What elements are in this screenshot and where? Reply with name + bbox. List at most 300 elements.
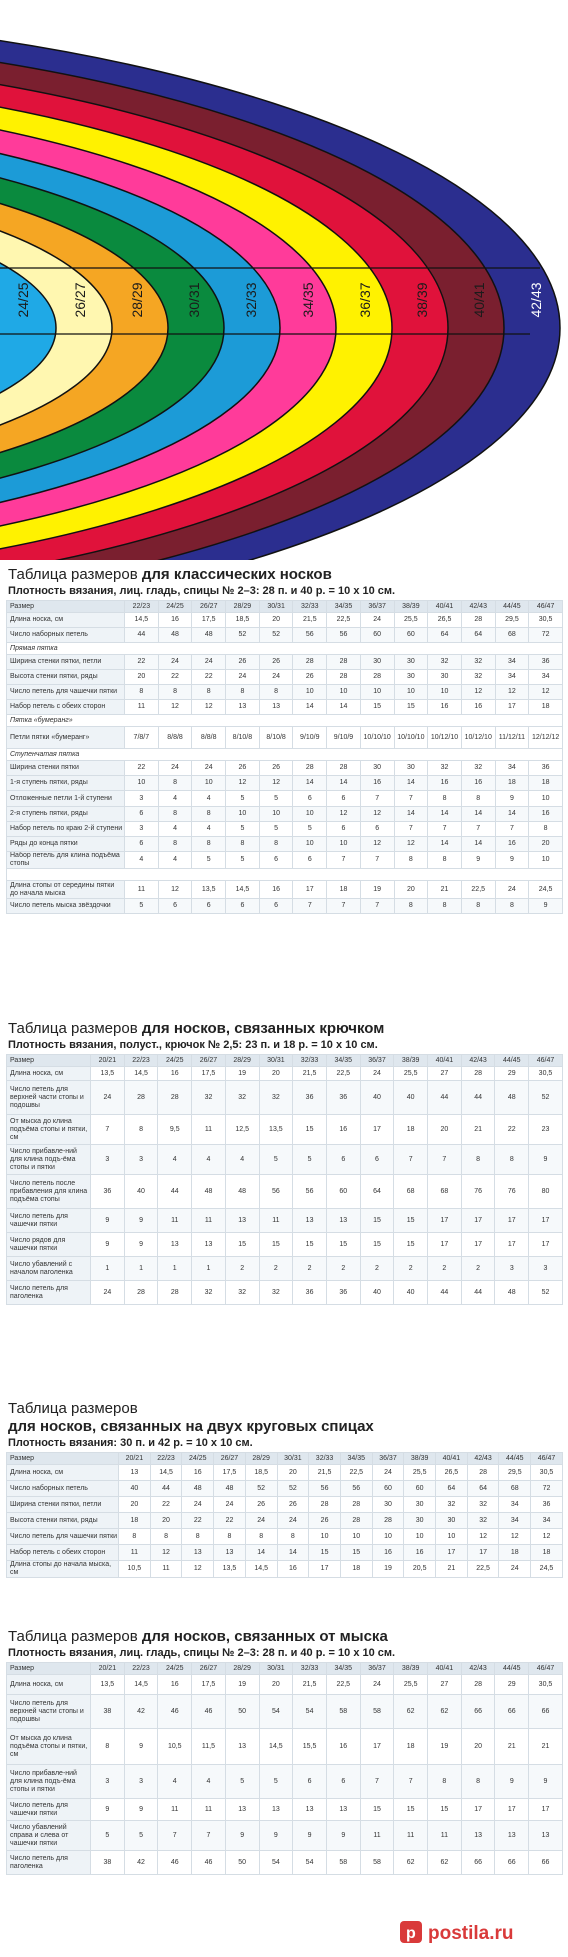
table-cell: 13 bbox=[259, 700, 293, 715]
table-cell: 64 bbox=[467, 1481, 499, 1497]
toe-up-socks-section bbox=[0, 1628, 568, 1875]
table-cell: 5 bbox=[259, 1765, 293, 1799]
table-row bbox=[7, 1145, 563, 1175]
size-header: 46/47 bbox=[531, 1453, 563, 1465]
table-cell: 11,5 bbox=[192, 1729, 226, 1765]
table-cell: 3 bbox=[124, 1145, 158, 1175]
table-cell: 36 bbox=[529, 761, 563, 776]
table-cell: 12/12/12 bbox=[529, 727, 563, 749]
table-cell: 28 bbox=[327, 670, 361, 685]
table-cell: 8 bbox=[150, 1529, 182, 1545]
table-cell: 2 bbox=[259, 1257, 293, 1281]
table-cell: 20 bbox=[150, 1513, 182, 1529]
table-subtitle: Плотность вязания, лиц. гладь, спицы № 2–3: 28 п. и 40 р. = 10 х 10 см. bbox=[8, 1647, 396, 1659]
table-cell: 14 bbox=[428, 807, 462, 822]
table-cell: 26 bbox=[309, 1513, 341, 1529]
table-cell: 18,5 bbox=[245, 1465, 277, 1481]
table-cell: 20 bbox=[461, 1729, 495, 1765]
size-header: 44/45 bbox=[495, 1663, 529, 1675]
table-cell: 40 bbox=[360, 1281, 394, 1305]
table-row bbox=[7, 685, 563, 700]
size-label: 24/25 bbox=[15, 282, 31, 318]
table-cell: 11 bbox=[125, 700, 159, 715]
table-cell: 48 bbox=[225, 1175, 259, 1209]
table-cell: 3 bbox=[91, 1765, 125, 1799]
table-cell: 8 bbox=[495, 1145, 529, 1175]
table-cell: 7 bbox=[360, 852, 394, 869]
size-label: 30/31 bbox=[186, 282, 202, 318]
table-cell: 5 bbox=[125, 899, 159, 914]
table-cell: 13,5 bbox=[91, 1067, 125, 1081]
table-cell: 22 bbox=[214, 1513, 246, 1529]
table-title: Таблица размеров для носков, связанных на двух круговых спицах bbox=[8, 1400, 374, 1435]
table-cell: 32 bbox=[225, 1081, 259, 1115]
table-cell: 50 bbox=[225, 1695, 259, 1729]
table-cell: 66 bbox=[461, 1851, 495, 1875]
table-cell: 13 bbox=[326, 1799, 360, 1821]
table-cell: 11 bbox=[360, 1821, 394, 1851]
table-cell: 24 bbox=[158, 761, 192, 776]
table-row bbox=[7, 1067, 563, 1081]
table-cell: 7 bbox=[360, 1765, 394, 1799]
table-cell: 18 bbox=[119, 1513, 151, 1529]
table-cell: 7 bbox=[394, 1765, 428, 1799]
table-cell: 36 bbox=[91, 1175, 125, 1209]
watermark-text: postila.ru bbox=[428, 1923, 514, 1944]
size-header: 26/27 bbox=[192, 1055, 226, 1067]
table-cell: 30 bbox=[404, 1513, 436, 1529]
table-cell: 8 bbox=[182, 1529, 214, 1545]
table-cell: 15 bbox=[293, 1115, 327, 1145]
table-cell: 32 bbox=[428, 761, 462, 776]
table-cell: 64 bbox=[436, 1481, 468, 1497]
table-group-row bbox=[7, 643, 563, 655]
size-header: 44/45 bbox=[495, 601, 529, 613]
table-cell: 16 bbox=[529, 807, 563, 822]
table-cell: 12 bbox=[226, 776, 260, 791]
table-cell: 20 bbox=[259, 1675, 293, 1695]
row-label: Набор петель с обеих сторон bbox=[7, 700, 125, 715]
table-cell: 9 bbox=[293, 1821, 327, 1851]
table-cell: 29,5 bbox=[499, 1465, 531, 1481]
table-cell: 16 bbox=[495, 837, 529, 852]
table-cell: 10/12/10 bbox=[428, 727, 462, 749]
table-cell: 32 bbox=[461, 655, 495, 670]
table-cell: 10 bbox=[360, 685, 394, 700]
table-cell: 22,5 bbox=[461, 881, 495, 899]
table-cell: 44 bbox=[150, 1481, 182, 1497]
row-label: Число петель для чашечки пятки bbox=[7, 1529, 119, 1545]
table-cell: 15 bbox=[360, 1799, 394, 1821]
table-cell: 21,5 bbox=[293, 613, 327, 628]
table-cell: 10 bbox=[436, 1529, 468, 1545]
table-cell: 9,5 bbox=[158, 1115, 192, 1145]
row-label: От мыска до клина подъёма стопы и пятки, см bbox=[7, 1729, 91, 1765]
table-cell: 16 bbox=[428, 776, 462, 791]
table-cell: 14 bbox=[394, 807, 428, 822]
table-cell: 10,5 bbox=[119, 1561, 151, 1578]
table-title: Таблица размеров для носков, связанных крючком bbox=[8, 1020, 385, 1037]
table-cell: 15,5 bbox=[293, 1729, 327, 1765]
table-cell: 42 bbox=[124, 1695, 158, 1729]
size-header: 44/45 bbox=[495, 1055, 529, 1067]
table-cell: 4 bbox=[158, 791, 192, 807]
table-row bbox=[7, 1675, 563, 1695]
table-cell: 18 bbox=[394, 1115, 428, 1145]
row-label: Число наборных петель bbox=[7, 628, 125, 643]
table-cell: 34 bbox=[495, 655, 529, 670]
group-label: Пятка «бумеранг» bbox=[7, 715, 563, 727]
table-cell: 14 bbox=[428, 837, 462, 852]
table-cell: 62 bbox=[428, 1851, 462, 1875]
table-cell: 15 bbox=[360, 1233, 394, 1257]
table-cell: 14,5 bbox=[125, 613, 159, 628]
table-cell: 16 bbox=[259, 881, 293, 899]
table-cell: 8 bbox=[529, 822, 563, 837]
table-cell: 24 bbox=[277, 1513, 309, 1529]
table-cell: 17 bbox=[529, 1233, 563, 1257]
table-row bbox=[7, 613, 563, 628]
table-cell: 11 bbox=[192, 1799, 226, 1821]
row-label: Длина носка, см bbox=[7, 1675, 91, 1695]
table-cell: 15 bbox=[394, 700, 428, 715]
table-cell: 15 bbox=[360, 700, 394, 715]
table-cell: 10/10/10 bbox=[394, 727, 428, 749]
table-cell: 11 bbox=[259, 1209, 293, 1233]
row-label: Число петель для паголенка bbox=[7, 1281, 91, 1305]
table-cell: 26 bbox=[277, 1497, 309, 1513]
table-title: Таблица размеров для носков, связанных от мыска bbox=[8, 1628, 388, 1645]
table-cell: 22,5 bbox=[467, 1561, 499, 1578]
table-cell: 38 bbox=[91, 1851, 125, 1875]
table-cell: 13 bbox=[182, 1545, 214, 1561]
table-cell: 8 bbox=[158, 837, 192, 852]
table-cell: 9 bbox=[124, 1209, 158, 1233]
row-label: Ширина стенки пятки bbox=[7, 761, 125, 776]
table-cell: 68 bbox=[499, 1481, 531, 1497]
size-header: 36/37 bbox=[360, 1663, 394, 1675]
table-cell: 36 bbox=[326, 1081, 360, 1115]
table-cell: 25,5 bbox=[394, 1067, 428, 1081]
size-header: 38/39 bbox=[394, 1055, 428, 1067]
size-label: 34/35 bbox=[300, 282, 316, 318]
table-cell: 21 bbox=[529, 1729, 563, 1765]
row-label: Длина носка, см bbox=[7, 613, 125, 628]
table-cell: 14 bbox=[245, 1545, 277, 1561]
table-cell: 20 bbox=[529, 837, 563, 852]
table-cell: 4 bbox=[192, 791, 226, 807]
table-cell: 17 bbox=[428, 1209, 462, 1233]
table-cell: 5 bbox=[124, 1821, 158, 1851]
table-cell: 16 bbox=[326, 1729, 360, 1765]
table-cell: 68 bbox=[394, 1175, 428, 1209]
table-cell: 23 bbox=[529, 1115, 563, 1145]
table-cell: 4 bbox=[125, 852, 159, 869]
table-cell: 4 bbox=[158, 822, 192, 837]
table-cell: 13,5 bbox=[259, 1115, 293, 1145]
table-row bbox=[7, 1561, 563, 1578]
table-row bbox=[7, 1765, 563, 1799]
table-cell: 17,5 bbox=[192, 613, 226, 628]
size-header: 28/29 bbox=[245, 1453, 277, 1465]
table-row bbox=[7, 881, 563, 899]
table-cell: 48 bbox=[182, 1481, 214, 1497]
table-cell: 68 bbox=[428, 1175, 462, 1209]
table-cell: 44 bbox=[158, 1175, 192, 1209]
table-cell: 13 bbox=[214, 1545, 246, 1561]
table-cell: 7 bbox=[428, 822, 462, 837]
table-cell: 28 bbox=[467, 1465, 499, 1481]
table-cell: 58 bbox=[360, 1851, 394, 1875]
table-cell: 36 bbox=[531, 1497, 563, 1513]
table-cell: 58 bbox=[326, 1851, 360, 1875]
row-label: Число петель после прибавления для клина подъёма стопы bbox=[7, 1175, 91, 1209]
table-cell: 2 bbox=[428, 1257, 462, 1281]
table-cell: 32 bbox=[428, 655, 462, 670]
table-cell: 12 bbox=[531, 1529, 563, 1545]
size-header: 40/41 bbox=[436, 1453, 468, 1465]
table-cell: 30,5 bbox=[529, 1067, 563, 1081]
table-cell: 13 bbox=[226, 700, 260, 715]
table-cell: 2 bbox=[461, 1257, 495, 1281]
table-cell: 16 bbox=[158, 613, 192, 628]
table-cell: 7 bbox=[293, 899, 327, 914]
table-cell: 7 bbox=[91, 1115, 125, 1145]
size-label: 32/33 bbox=[243, 282, 259, 318]
table-cell: 15 bbox=[394, 1233, 428, 1257]
size-header: 36/37 bbox=[360, 1055, 394, 1067]
table-cell: 30 bbox=[372, 1497, 404, 1513]
table-cell: 10 bbox=[340, 1529, 372, 1545]
table-cell: 60 bbox=[404, 1481, 436, 1497]
table-cell: 17 bbox=[309, 1561, 341, 1578]
table-cell: 8 bbox=[394, 899, 428, 914]
table-cell: 30 bbox=[394, 655, 428, 670]
table-cell: 21,5 bbox=[293, 1067, 327, 1081]
table-cell: 56 bbox=[293, 628, 327, 643]
table-cell: 5 bbox=[293, 1145, 327, 1175]
table-cell: 62 bbox=[394, 1851, 428, 1875]
table-cell: 24 bbox=[158, 655, 192, 670]
table-cell: 24 bbox=[182, 1497, 214, 1513]
table-cell: 26 bbox=[259, 655, 293, 670]
table-cell: 8 bbox=[461, 1145, 495, 1175]
size-header: 42/43 bbox=[461, 601, 495, 613]
table-cell: 17,5 bbox=[192, 1675, 226, 1695]
table-cell: 24,5 bbox=[529, 881, 563, 899]
table-cell: 66 bbox=[529, 1695, 563, 1729]
table-cell: 11 bbox=[158, 1209, 192, 1233]
table-cell: 10 bbox=[394, 685, 428, 700]
table-cell: 40 bbox=[119, 1481, 151, 1497]
row-label: Длина стопы до начала мыска, см bbox=[7, 1561, 119, 1578]
size-header: 28/29 bbox=[226, 601, 260, 613]
table-cell: 25,5 bbox=[394, 1675, 428, 1695]
table-cell: 7 bbox=[461, 822, 495, 837]
table-cell: 11 bbox=[428, 1821, 462, 1851]
table-cell: 15 bbox=[309, 1545, 341, 1561]
table-cell: 4 bbox=[225, 1145, 259, 1175]
table-cell: 11 bbox=[125, 881, 159, 899]
size-header: 46/47 bbox=[529, 1663, 563, 1675]
size-header: 30/31 bbox=[259, 1663, 293, 1675]
row-label: Высота стенки пятки, ряды bbox=[7, 670, 125, 685]
table-cell: 46 bbox=[192, 1695, 226, 1729]
table-cell: 4 bbox=[192, 1765, 226, 1799]
table-cell: 10 bbox=[372, 1529, 404, 1545]
table-cell: 17 bbox=[495, 1209, 529, 1233]
size-header: 34/35 bbox=[326, 1055, 360, 1067]
table-cell: 19 bbox=[360, 881, 394, 899]
table-cell: 18 bbox=[531, 1545, 563, 1561]
table-cell: 66 bbox=[529, 1851, 563, 1875]
table-cell: 29,5 bbox=[495, 613, 529, 628]
table-cell: 9 bbox=[529, 1765, 563, 1799]
table-cell: 4 bbox=[192, 822, 226, 837]
table-cell: 8 bbox=[394, 852, 428, 869]
size-header: 26/27 bbox=[192, 1663, 226, 1675]
row-label: Длина стопы от середины пятки до начала мыска bbox=[7, 881, 125, 899]
table-cell: 48 bbox=[192, 628, 226, 643]
table-cell: 5 bbox=[226, 852, 260, 869]
table-cell: 24 bbox=[214, 1497, 246, 1513]
table-cell: 28 bbox=[461, 1675, 495, 1695]
table-row bbox=[7, 1481, 563, 1497]
table-cell: 16 bbox=[158, 1067, 192, 1081]
table-cell: 25,5 bbox=[404, 1465, 436, 1481]
table-cell: 15 bbox=[259, 1233, 293, 1257]
table-cell: 10/12/10 bbox=[461, 727, 495, 749]
size-header: 24/25 bbox=[158, 1055, 192, 1067]
table-cell: 40 bbox=[124, 1175, 158, 1209]
table-cell: 38 bbox=[91, 1695, 125, 1729]
table-cell: 32 bbox=[192, 1281, 226, 1305]
table-cell: 6 bbox=[226, 899, 260, 914]
table-cell: 8/10/8 bbox=[226, 727, 260, 749]
table-cell: 28 bbox=[158, 1281, 192, 1305]
table-group-row bbox=[7, 715, 563, 727]
postila-watermark bbox=[398, 1915, 558, 1949]
table-cell: 54 bbox=[293, 1695, 327, 1729]
table-cell: 17 bbox=[293, 881, 327, 899]
table-cell: 3 bbox=[495, 1257, 529, 1281]
table-cell: 20 bbox=[119, 1497, 151, 1513]
table-cell: 46 bbox=[192, 1851, 226, 1875]
table-cell: 20 bbox=[259, 613, 293, 628]
table-cell: 18,5 bbox=[226, 613, 260, 628]
table-cell: 10 bbox=[529, 852, 563, 869]
row-label: Набор петель для клина подъёма стопы bbox=[7, 852, 125, 869]
row-label: Число петель для чашечки пятки bbox=[7, 1209, 91, 1233]
size-label: 26/27 bbox=[72, 282, 88, 318]
table-cell: 7 bbox=[394, 822, 428, 837]
table-cell: 24 bbox=[91, 1081, 125, 1115]
table-cell: 16 bbox=[277, 1561, 309, 1578]
table-cell: 62 bbox=[428, 1695, 462, 1729]
table-cell: 8 bbox=[124, 1115, 158, 1145]
table-cell: 9/10/9 bbox=[293, 727, 327, 749]
table-cell: 8 bbox=[428, 899, 462, 914]
table-cell: 32 bbox=[467, 1513, 499, 1529]
table-cell: 72 bbox=[529, 628, 563, 643]
table-cell: 26 bbox=[226, 761, 260, 776]
table-cell: 18 bbox=[499, 1545, 531, 1561]
table-cell: 28 bbox=[461, 613, 495, 628]
table-cell: 48 bbox=[214, 1481, 246, 1497]
size-header: 38/39 bbox=[404, 1453, 436, 1465]
table-cell: 15 bbox=[326, 1233, 360, 1257]
table-cell: 20 bbox=[277, 1465, 309, 1481]
table-cell: 7 bbox=[394, 1145, 428, 1175]
table-cell: 2 bbox=[326, 1257, 360, 1281]
table-cell: 50 bbox=[225, 1851, 259, 1875]
table-cell: 30 bbox=[360, 655, 394, 670]
table-cell: 16 bbox=[461, 776, 495, 791]
table-cell: 30 bbox=[360, 761, 394, 776]
table-cell: 60 bbox=[326, 1175, 360, 1209]
table-cell: 10 bbox=[293, 685, 327, 700]
table-cell: 13 bbox=[293, 1209, 327, 1233]
table-cell: 32 bbox=[461, 670, 495, 685]
table-cell: 14,5 bbox=[259, 1729, 293, 1765]
row-label: От мыска до клина подъёма стопы и пятки, см bbox=[7, 1115, 91, 1145]
table-cell: 32 bbox=[192, 1081, 226, 1115]
table-header-row bbox=[7, 1453, 563, 1465]
table-cell: 52 bbox=[529, 1081, 563, 1115]
table-cell: 14,5 bbox=[226, 881, 260, 899]
row-label: Длина носка, см bbox=[7, 1067, 91, 1081]
table-cell: 8 bbox=[428, 1765, 462, 1799]
table-cell: 11 bbox=[158, 1799, 192, 1821]
table-cell: 24 bbox=[259, 670, 293, 685]
table-cell: 8/10/8 bbox=[259, 727, 293, 749]
table-cell: 80 bbox=[529, 1175, 563, 1209]
table-cell: 48 bbox=[495, 1281, 529, 1305]
table-cell: 46 bbox=[158, 1695, 192, 1729]
table-cell: 10 bbox=[226, 807, 260, 822]
table-cell: 48 bbox=[158, 628, 192, 643]
size-header: 36/37 bbox=[372, 1453, 404, 1465]
table-cell: 5 bbox=[226, 822, 260, 837]
table-cell: 18 bbox=[394, 1729, 428, 1765]
table-group-row bbox=[7, 869, 563, 881]
table-cell: 13 bbox=[495, 1821, 529, 1851]
table-cell: 13 bbox=[192, 1233, 226, 1257]
table-cell: 18 bbox=[340, 1561, 372, 1578]
row-label: Число петель для верхней части стопы и подошвы bbox=[7, 1081, 91, 1115]
size-header: 40/41 bbox=[428, 1663, 462, 1675]
table-cell: 22 bbox=[125, 761, 159, 776]
table-cell: 15 bbox=[394, 1209, 428, 1233]
table-cell: 28 bbox=[124, 1281, 158, 1305]
crochet-socks-table bbox=[6, 1054, 563, 1305]
table-cell: 1 bbox=[91, 1257, 125, 1281]
table-row bbox=[7, 700, 563, 715]
table-cell: 21,5 bbox=[293, 1675, 327, 1695]
table-cell: 6 bbox=[125, 807, 159, 822]
table-cell: 64 bbox=[360, 1175, 394, 1209]
table-cell: 13 bbox=[225, 1209, 259, 1233]
table-row bbox=[7, 1545, 563, 1561]
table-cell: 18 bbox=[495, 776, 529, 791]
size-header: 24/25 bbox=[158, 1663, 192, 1675]
size-header: 28/29 bbox=[225, 1055, 259, 1067]
header-label: Размер bbox=[7, 601, 125, 613]
size-header: 36/37 bbox=[360, 601, 394, 613]
table-cell: 1 bbox=[124, 1257, 158, 1281]
table-cell: 22 bbox=[495, 1115, 529, 1145]
table-cell: 12 bbox=[467, 1529, 499, 1545]
